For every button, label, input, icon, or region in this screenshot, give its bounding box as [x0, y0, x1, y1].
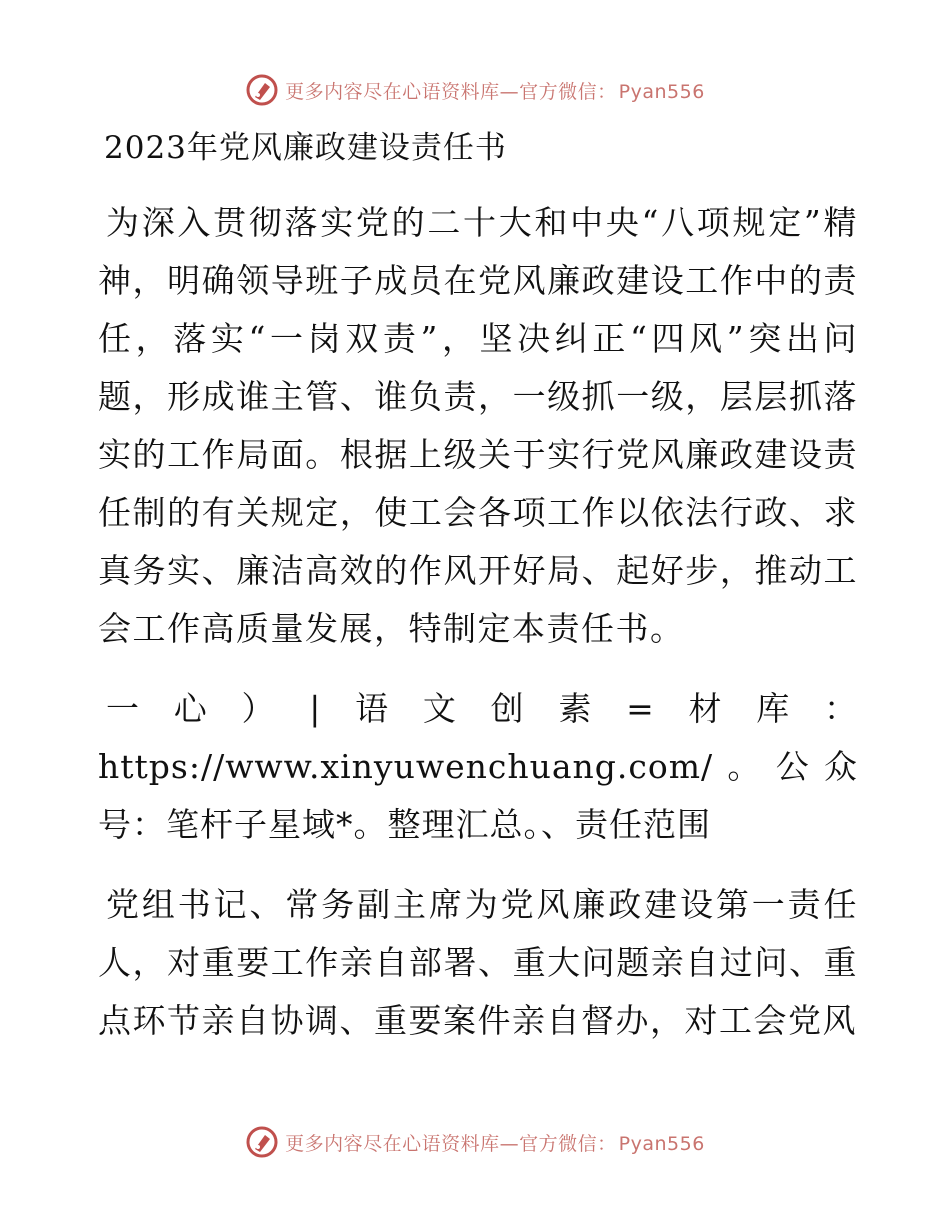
document-title: 2023年党风廉政建设责任书	[104, 130, 507, 166]
pen-nib-circle-icon	[245, 73, 279, 107]
watermark-id: Pyan556	[618, 80, 705, 103]
pen-nib-circle-icon	[245, 1125, 279, 1159]
header-watermark	[0, 70, 950, 110]
paragraph-intro: 为深入贯彻落实党的二十大和中央“八项规定”精神，明确领导班子成员在党风廉政建设工作中的责任，落实“一岗双责”，坚决纠正“四风”突出问题，形成谁主管、谁负责，一级抓一级，层层抓落实的工作局面。根据上级关于实行党风廉政建设责任制的有关规定，使工会各项工作以依法行政、求真务实、廉洁高效的作风开好局、起好步，推动工会工作高质量发展，特制定本责任书。	[98, 203, 858, 648]
watermark-text: 更多内容尽在心语资料库—官方微信：	[285, 80, 617, 103]
watermark-text: 更多内容尽在心语资料库—官方微信：	[285, 1132, 617, 1155]
footer-watermark	[0, 1122, 950, 1162]
document-body	[98, 124, 858, 1072]
paragraph-source: 一心）|语文创素=材库：https://www.xinyuwenchuang.com/。公众号：笔杆子星域*。整理汇总。、责任范围	[98, 689, 858, 844]
watermark-id: Pyan556	[618, 1132, 705, 1155]
paragraph-responsibility: 党组书记、常务副主席为党风廉政建设第一责任人，对重要工作亲自部署、重大问题亲自过问、重点环节亲自协调、重要案件亲自督办，对工会党风	[98, 885, 858, 1040]
